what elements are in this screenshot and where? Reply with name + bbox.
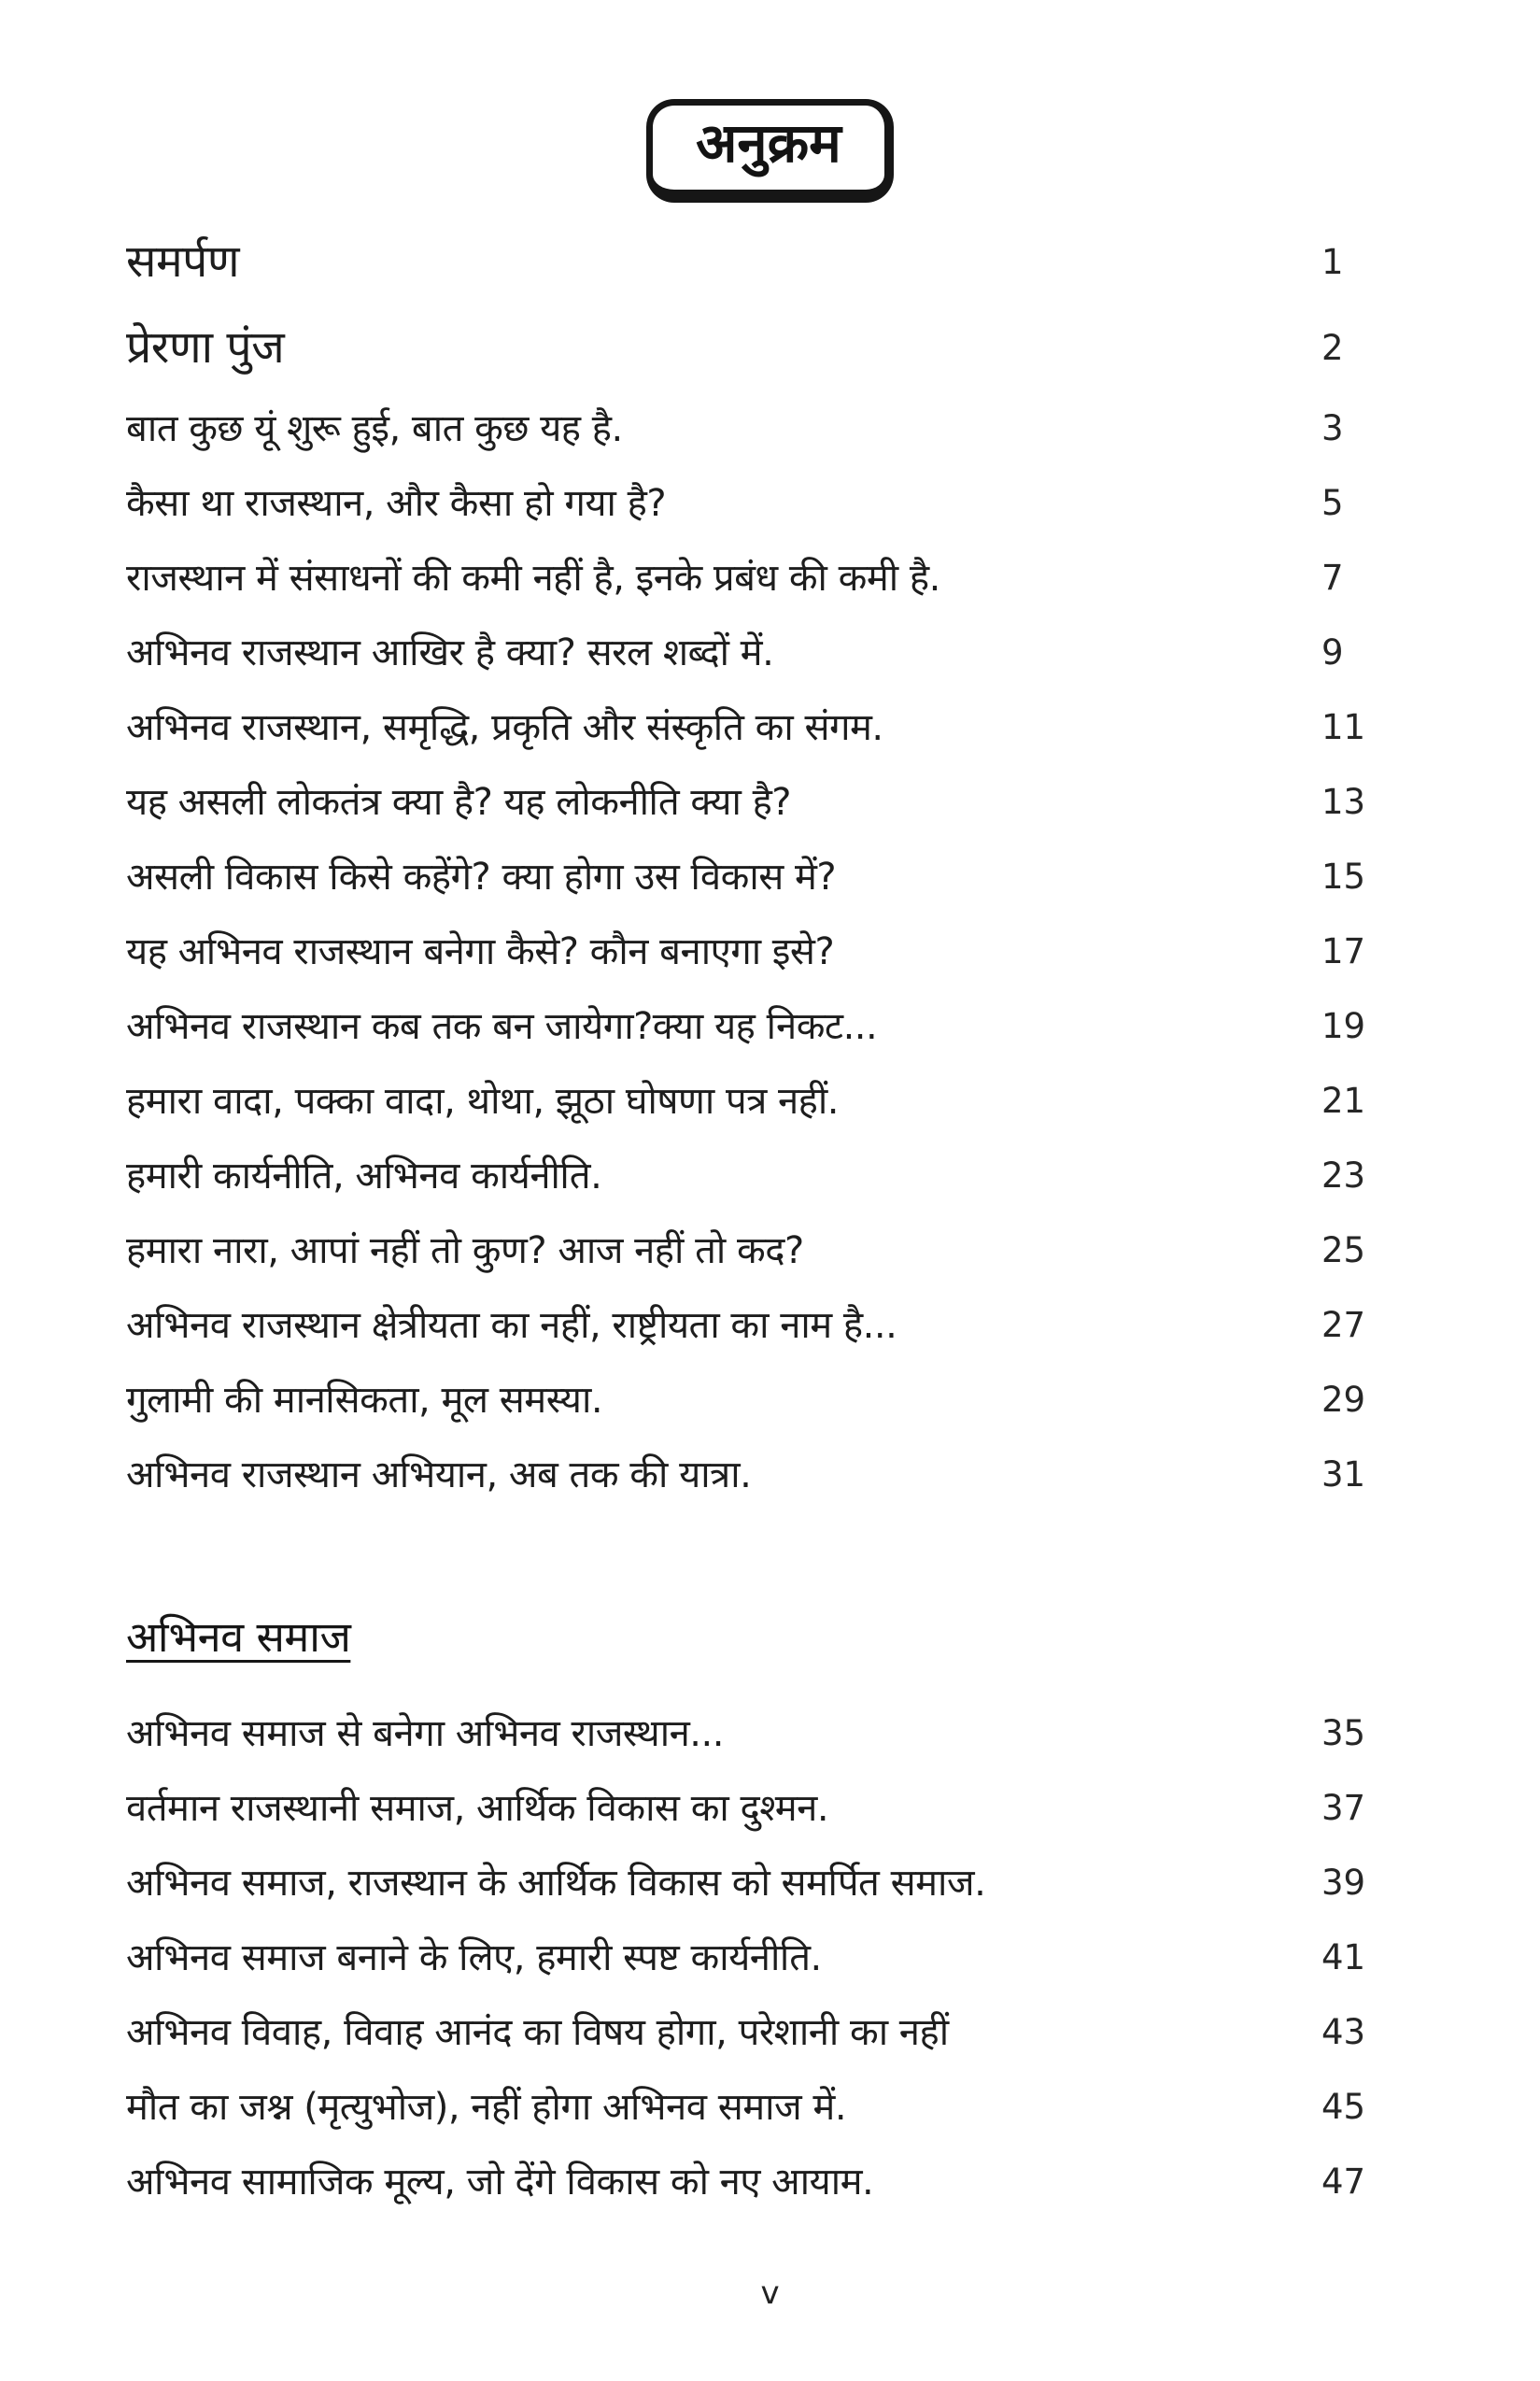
contents-header xyxy=(0,0,1540,203)
toc-entry-page-number: 11 xyxy=(1321,707,1366,748)
toc-entry-title: बात कुछ यूं शुरू हुई, बात कुछ यह है. xyxy=(126,406,623,450)
toc-entry-page-number: 2 xyxy=(1321,328,1344,369)
toc-entry xyxy=(126,2145,1381,2219)
toc-entry xyxy=(126,391,1381,466)
toc-entry-page-number: 1 xyxy=(1321,242,1344,283)
toc-entry-page-number: 19 xyxy=(1321,1006,1366,1047)
toc-entry-title: यह असली लोकतंत्र क्या है? यह लोकनीति क्या है? xyxy=(126,780,792,824)
toc-entry xyxy=(126,616,1381,690)
toc-entry-title: गुलामी की मानसिकता, मूल समस्या. xyxy=(126,1378,603,1422)
toc-entry-page-number: 25 xyxy=(1321,1230,1366,1271)
toc-entry-page-number: 3 xyxy=(1321,408,1344,449)
toc-entry-title: अभिनव समाज से बनेगा अभिनव राजस्थान... xyxy=(126,1711,724,1755)
section-heading: अभिनव समाज xyxy=(126,1611,351,1662)
toc-entry-page-number: 13 xyxy=(1321,782,1366,823)
page-title: अनुक्रम xyxy=(696,111,841,175)
toc-entry-title: अभिनव राजस्थान आखिर है क्या? सरल शब्दों में. xyxy=(126,631,774,674)
toc-entry-page-number: 39 xyxy=(1321,1863,1366,1904)
contents-title-box xyxy=(646,99,894,203)
toc-entry-title: कैसा था राजस्थान, और कैसा हो गया है? xyxy=(126,481,667,525)
toc-entry xyxy=(126,220,1381,305)
footer-page-number: v xyxy=(760,2275,780,2312)
toc-entry-title: हमारी कार्यनीति, अभिनव कार्यनीति. xyxy=(126,1154,602,1198)
table-of-contents xyxy=(0,203,1381,2219)
toc-entry-title: अभिनव समाज बनाने के लिए, हमारी स्पष्ट कार्यनीति. xyxy=(126,1935,822,1979)
toc-entry xyxy=(126,765,1381,840)
toc-entry-title: मौत का जश्न (मृत्युभोज), नहीं होगा अभिनव समाज में. xyxy=(126,2085,847,2129)
toc-entry-title: राजस्थान में संसाधनों की कमी नहीं है, इनके प्रबंध की कमी है. xyxy=(126,556,940,600)
toc-entry-page-number: 21 xyxy=(1321,1081,1366,1122)
toc-entry xyxy=(126,1995,1381,2070)
toc-entry xyxy=(126,1363,1381,1438)
toc-entry-title: अभिनव समाज, राजस्थान के आर्थिक विकास को समर्पित समाज. xyxy=(126,1861,986,1905)
toc-entry-page-number: 15 xyxy=(1321,857,1366,898)
toc-entry-title: असली विकास किसे कहेंगे? क्या होगा उस विकास में? xyxy=(126,855,837,899)
toc-entry xyxy=(126,840,1381,914)
toc-entry-title: हमारा वादा, पक्का वादा, थोथा, झूठा घोषणा पत्र नहीं. xyxy=(126,1079,839,1123)
toc-entry-page-number: 31 xyxy=(1321,1454,1366,1495)
toc-entry xyxy=(126,305,1381,391)
toc-entry xyxy=(126,1139,1381,1213)
toc-entry-title: अभिनव विवाह, विवाह आनंद का विषय होगा, परेशानी का नहीं xyxy=(126,2010,949,2054)
toc-entry xyxy=(126,690,1381,765)
toc-entry xyxy=(126,1696,1381,1771)
toc-entry-title: अभिनव राजस्थान क्षेत्रीयता का नहीं, राष्ट्रीयता का नाम है... xyxy=(126,1303,897,1347)
toc-entry-page-number: 37 xyxy=(1321,1788,1366,1829)
toc-entry xyxy=(126,1846,1381,1920)
toc-entry-title: समर्पण xyxy=(126,235,240,288)
toc-entry xyxy=(126,1064,1381,1139)
toc-entry-title: हमारा नारा, आपां नहीं तो कुण? आज नहीं तो कद? xyxy=(126,1228,804,1272)
toc-entry-title: यह अभिनव राजस्थान बनेगा कैसे? कौन बनाएगा इसे? xyxy=(126,929,835,973)
toc-entry-page-number: 17 xyxy=(1321,931,1366,972)
toc-entry-page-number: 9 xyxy=(1321,632,1344,673)
toc-entry-page-number: 47 xyxy=(1321,2161,1366,2203)
toc-entry-page-number: 43 xyxy=(1321,2012,1366,2053)
toc-entry-title: वर्तमान राजस्थानी समाज, आर्थिक विकास का दुश्मन. xyxy=(126,1786,829,1830)
toc-entry xyxy=(126,1920,1381,1995)
toc-entry-page-number: 41 xyxy=(1321,1937,1366,1978)
toc-entry-page-number: 45 xyxy=(1321,2087,1366,2128)
toc-entry xyxy=(126,2070,1381,2145)
toc-entry xyxy=(126,989,1381,1064)
toc-entry-title: अभिनव राजस्थान अभियान, अब तक की यात्रा. xyxy=(126,1453,752,1496)
toc-entry-page-number: 7 xyxy=(1321,558,1344,599)
toc-entry-page-number: 29 xyxy=(1321,1380,1366,1421)
toc-entry xyxy=(126,1288,1381,1363)
toc-entry-title: अभिनव राजस्थान, समृद्धि, प्रकृति और संस्कृति का संगम. xyxy=(126,705,883,749)
toc-entry xyxy=(126,541,1381,616)
toc-entry xyxy=(126,1771,1381,1846)
toc-entry-title: अभिनव सामाजिक मूल्य, जो देंगे विकास को नए आयाम. xyxy=(126,2160,874,2204)
toc-entry xyxy=(126,466,1381,541)
toc-entry-title: प्रेरणा पुंज xyxy=(126,321,285,374)
toc-entry-page-number: 27 xyxy=(1321,1305,1366,1346)
toc-entry xyxy=(126,1438,1381,1512)
toc-entry-page-number: 5 xyxy=(1321,483,1344,524)
toc-entry xyxy=(126,1213,1381,1288)
toc-entry-page-number: 35 xyxy=(1321,1713,1366,1754)
toc-entry-page-number: 23 xyxy=(1321,1155,1366,1197)
toc-entry xyxy=(126,914,1381,989)
toc-entry-title: अभिनव राजस्थान कब तक बन जायेगा?क्या यह निकट... xyxy=(126,1004,878,1048)
